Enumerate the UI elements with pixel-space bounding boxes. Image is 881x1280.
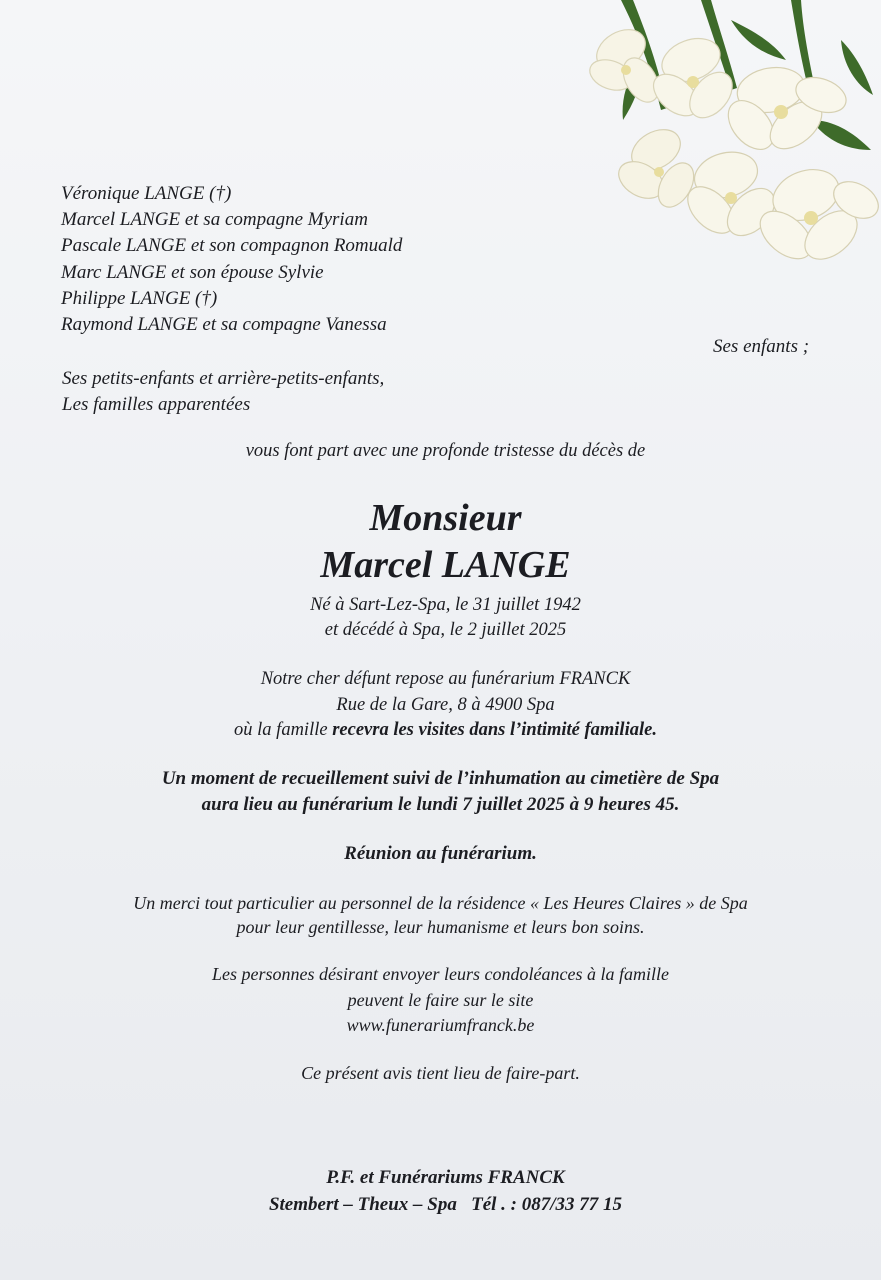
birth-line: Né à Sart-Lez-Spa, le 31 juillet 1942 xyxy=(310,595,581,615)
visits-line xyxy=(5,718,881,744)
child-line: Marcel LANGE et sa compagne Myriam xyxy=(61,209,368,231)
ceremony-line-2: aura lieu au funérarium le lundi 7 juillet 2025 à 9 heures 45. xyxy=(201,794,680,815)
thanks-block xyxy=(0,891,881,939)
website-link[interactable]: www.funerariumfranck.be xyxy=(346,1015,535,1035)
condolences-block xyxy=(0,962,881,1039)
thanks-line-1: Un merci tout particulier au personnel de la résidence « Les Heures Claires » de Spa xyxy=(133,893,748,913)
funeral-home-footer xyxy=(5,1164,881,1218)
extended-family xyxy=(62,366,384,418)
deceased-title xyxy=(5,495,881,589)
children-list xyxy=(61,181,402,338)
visits-emphasis: recevra les visites dans l’intimité familiale. xyxy=(332,720,657,740)
child-line: Philippe LANGE (†) xyxy=(61,287,218,309)
notice-line: Ce présent avis tient lieu de faire-part. xyxy=(301,1063,580,1083)
repose-info xyxy=(5,667,881,744)
white-flowers-decoration xyxy=(581,0,881,280)
thanks-line-2: pour leur gentillesse, leur humanisme et leurs bon soins. xyxy=(236,917,645,937)
related-families-line: Les familles apparentées xyxy=(62,394,251,415)
child-line: Marc LANGE et son épouse Sylvie xyxy=(61,261,324,283)
child-line: Véronique LANGE (†) xyxy=(61,183,232,204)
locations: Stembert – Theux – Spa xyxy=(268,1194,457,1215)
company-name: P.F. et Funérariums FRANCK xyxy=(326,1167,565,1188)
deceased-name: Marcel LANGE xyxy=(320,544,571,586)
children-role-label: Ses enfants ; xyxy=(713,336,810,357)
announcement: vous font part avec une profonde tristesse du décès de xyxy=(245,441,646,461)
child-line: Raymond LANGE et sa compagne Vanessa xyxy=(61,314,387,336)
condolences-line-2: peuvent le faire sur le site xyxy=(347,989,534,1010)
ceremony-line-1: Un moment de recueillement suivi de l’inhumation au cimetière de Spa xyxy=(161,768,720,789)
child-line: Pascale LANGE et son compagnon Romuald xyxy=(61,235,403,257)
grandchildren-line: Ses petits-enfants et arrière-petits-enfants, xyxy=(62,368,385,389)
condolences-line-1: Les personnes désirant envoyer leurs condoléances à la famille xyxy=(212,964,669,984)
life-dates xyxy=(5,593,881,643)
phone-number: Tél . : 087/33 77 15 xyxy=(471,1194,623,1215)
reunion-line: Réunion au funérarium. xyxy=(344,843,537,864)
ceremony-info xyxy=(0,766,881,818)
repose-address: Rue de la Gare, 8 à 4900 Spa xyxy=(336,694,555,715)
visits-prefix: où la famille xyxy=(234,720,333,740)
contact-line xyxy=(5,1191,881,1218)
death-line: et décédé à Spa, le 2 juillet 2025 xyxy=(324,620,567,640)
honorific: Monsieur xyxy=(369,497,522,539)
repose-line: Notre cher défunt repose au funérarium FRANCK xyxy=(260,669,631,689)
